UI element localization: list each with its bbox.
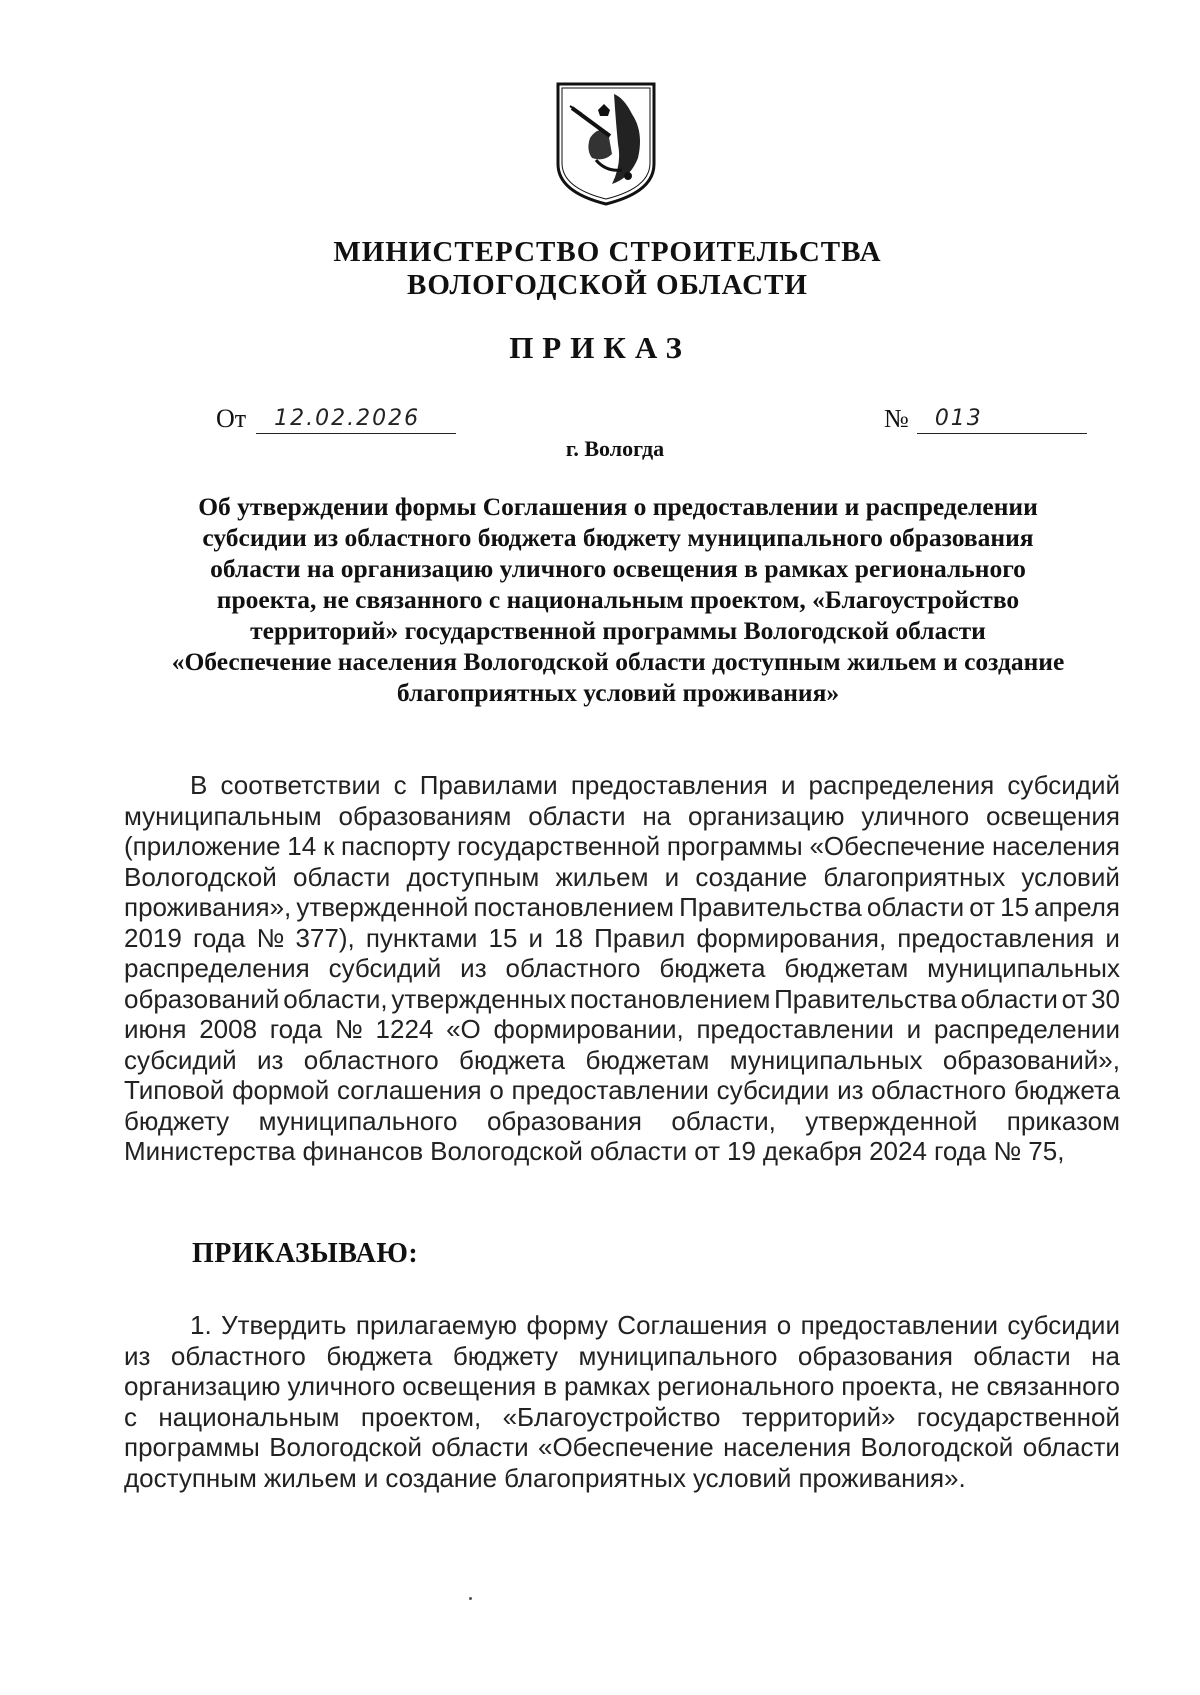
word: года bbox=[933, 1136, 987, 1166]
word: № bbox=[993, 1136, 1022, 1166]
word: года bbox=[192, 922, 246, 953]
word: территорий» bbox=[741, 1401, 896, 1432]
handwritten-number: 013 bbox=[934, 406, 983, 431]
word: «О bbox=[446, 1014, 481, 1044]
item-1-paragraph bbox=[124, 1310, 1120, 1493]
word: В bbox=[190, 770, 208, 800]
word: бюджету bbox=[452, 1340, 559, 1371]
document-title bbox=[118, 491, 1118, 708]
text-line bbox=[124, 1045, 1120, 1076]
word: предоставления bbox=[570, 770, 768, 800]
word: области bbox=[866, 892, 965, 922]
word: «Благоустройство bbox=[502, 1401, 721, 1432]
word: не bbox=[950, 1371, 980, 1401]
word: области, bbox=[283, 983, 388, 1014]
word: жильем bbox=[555, 861, 649, 892]
word: Правил bbox=[594, 922, 686, 953]
word: населения bbox=[991, 831, 1120, 861]
word: Правилами bbox=[419, 770, 558, 800]
word: и bbox=[363, 1462, 379, 1493]
word: бюджета bbox=[459, 1044, 566, 1075]
word: от bbox=[694, 1136, 720, 1166]
word: области bbox=[973, 1340, 1071, 1371]
word: создание bbox=[385, 1462, 498, 1493]
word: проектом, bbox=[360, 1401, 482, 1432]
word: Типовой bbox=[124, 1075, 225, 1105]
word: июня bbox=[124, 1014, 187, 1044]
word: постановлением bbox=[569, 983, 771, 1014]
word: 2024 bbox=[869, 1136, 927, 1166]
word: № bbox=[256, 922, 285, 953]
document-type: ПРИКАЗ bbox=[509, 330, 691, 365]
word: образования bbox=[486, 1105, 642, 1136]
word: предоставления bbox=[897, 922, 1095, 953]
text-line bbox=[124, 1075, 1120, 1106]
word: на bbox=[642, 800, 672, 831]
word: области bbox=[1022, 1432, 1120, 1462]
text-line bbox=[124, 1106, 1120, 1137]
word: распределения bbox=[124, 953, 310, 983]
word: 2019 bbox=[124, 922, 182, 953]
word: «Обеспечение bbox=[809, 831, 986, 861]
word: уличного bbox=[861, 800, 970, 831]
text-line bbox=[124, 892, 1120, 923]
word: из bbox=[124, 1340, 151, 1371]
number-label: № bbox=[884, 404, 909, 433]
word: государственной bbox=[916, 1401, 1120, 1432]
word: области bbox=[528, 800, 626, 831]
word: организацию bbox=[124, 1371, 281, 1401]
word: условий bbox=[692, 1462, 792, 1493]
word: программы bbox=[666, 831, 803, 861]
number-underline bbox=[917, 407, 1087, 434]
word: постановлением bbox=[473, 892, 674, 922]
word: распределения bbox=[808, 770, 995, 800]
word: области bbox=[589, 1136, 688, 1166]
word: муниципального bbox=[258, 1105, 458, 1136]
word: освещения bbox=[402, 1371, 537, 1401]
word: в bbox=[543, 1371, 558, 1401]
word: Правительства bbox=[679, 892, 862, 922]
scan-speck bbox=[469, 1597, 472, 1600]
word: муниципальных bbox=[729, 1044, 923, 1075]
word: области, bbox=[671, 1105, 776, 1136]
word: с bbox=[393, 770, 407, 800]
word: доступным bbox=[406, 861, 540, 892]
text-line bbox=[124, 862, 1120, 893]
word: субсидий bbox=[328, 953, 442, 983]
word: прилагаемую bbox=[355, 1310, 518, 1340]
word: декабря bbox=[762, 1136, 863, 1166]
word: субсидий bbox=[124, 1044, 237, 1075]
word: образования bbox=[797, 1340, 953, 1371]
word: года bbox=[269, 1014, 323, 1044]
word: образований bbox=[124, 983, 280, 1014]
word: 1. bbox=[190, 1310, 212, 1340]
word: на bbox=[1091, 1340, 1120, 1371]
word: рамках bbox=[564, 1371, 651, 1401]
title-line: субсидии из областного бюджета бюджету муниципального образования bbox=[202, 523, 1034, 552]
title-line: благоприятных условий проживания» bbox=[396, 678, 840, 707]
word: программы bbox=[124, 1432, 260, 1462]
word: области bbox=[960, 983, 1058, 1014]
word: образований», bbox=[942, 1044, 1120, 1075]
text-line bbox=[124, 1432, 1120, 1463]
word: 15 bbox=[1000, 892, 1030, 922]
word: благоприятных bbox=[504, 1462, 686, 1493]
word: субсидий bbox=[1007, 770, 1120, 800]
ministry-name bbox=[220, 236, 995, 302]
word: проживания». bbox=[798, 1462, 966, 1493]
title-line: территорий» государственной программы Вологодской области bbox=[250, 616, 986, 645]
word: проекта, bbox=[841, 1371, 944, 1401]
text-line bbox=[124, 831, 1120, 862]
text-line bbox=[124, 1463, 1120, 1494]
word: соглашения bbox=[336, 1075, 482, 1105]
word: утвержденных bbox=[391, 983, 567, 1014]
word: 2008 bbox=[199, 1014, 258, 1044]
text-line bbox=[124, 770, 1120, 801]
handwritten-date: 12.02.2026 bbox=[274, 406, 421, 431]
order-heading: ПРИКАЗЫВАЮ: bbox=[192, 1238, 419, 1269]
word: жильем bbox=[263, 1462, 357, 1493]
word: о bbox=[776, 1310, 792, 1340]
word: утвержденной bbox=[805, 1105, 978, 1136]
word: Утвердить bbox=[221, 1310, 347, 1340]
date-field bbox=[216, 404, 456, 434]
word: бюджету bbox=[124, 1105, 230, 1136]
word: форму bbox=[526, 1310, 608, 1340]
ministry-line-2: ВОЛОГОДСКОЙ ОБЛАСТИ bbox=[407, 269, 808, 301]
word: бюджета bbox=[1013, 1075, 1120, 1105]
word: 75, bbox=[1028, 1136, 1065, 1166]
word: государственной bbox=[456, 831, 661, 861]
text-line bbox=[124, 1014, 1120, 1045]
word: 18 bbox=[554, 922, 584, 953]
word: благоприятных bbox=[823, 861, 1006, 892]
word: из bbox=[460, 953, 487, 983]
ministry-line-1: МИНИСТЕРСТВО СТРОИТЕЛЬСТВА bbox=[333, 236, 882, 268]
word: организацию bbox=[687, 800, 845, 831]
word: формировании, bbox=[493, 1014, 684, 1044]
word: и bbox=[780, 770, 796, 800]
word: освещения bbox=[986, 800, 1120, 831]
word: утвержденной bbox=[296, 892, 469, 922]
word: приказом bbox=[1006, 1105, 1120, 1136]
word: от bbox=[1061, 983, 1088, 1014]
word: области bbox=[292, 861, 391, 892]
word: распределении bbox=[933, 1014, 1120, 1044]
word: формирования, bbox=[696, 922, 887, 953]
word: предоставлении bbox=[511, 1075, 709, 1105]
word: бюджетам bbox=[784, 953, 909, 983]
word: с bbox=[124, 1401, 137, 1432]
word: областного bbox=[505, 953, 641, 983]
word: 30 bbox=[1091, 983, 1120, 1014]
word: Министерства bbox=[124, 1136, 296, 1166]
word: областного bbox=[871, 1075, 1007, 1105]
word: областного bbox=[303, 1044, 439, 1075]
word: Вологодской bbox=[124, 861, 277, 892]
word: «Обеспечение bbox=[538, 1432, 714, 1462]
text-line bbox=[124, 953, 1120, 984]
number-field bbox=[884, 404, 1087, 434]
word: из bbox=[837, 1075, 864, 1105]
word: финансов bbox=[302, 1136, 424, 1166]
word: бюджета bbox=[659, 953, 766, 983]
word: 15 bbox=[488, 922, 518, 953]
title-line: проекта, не связанного с национальным проектом, «Благоустройство bbox=[216, 585, 1020, 614]
word: бюджета bbox=[326, 1340, 433, 1371]
word: создание bbox=[695, 861, 808, 892]
word: из bbox=[256, 1044, 284, 1075]
word: паспорту bbox=[341, 831, 451, 861]
city: г. Вологда bbox=[565, 436, 665, 461]
word: уличного bbox=[287, 1371, 396, 1401]
word: национальным bbox=[158, 1401, 340, 1432]
text-line bbox=[124, 1371, 1120, 1402]
word: условий bbox=[1021, 861, 1120, 892]
vologda-coat-of-arms-icon bbox=[552, 80, 660, 208]
word: муниципальным bbox=[124, 800, 322, 831]
word: проживания», bbox=[124, 892, 292, 922]
word: и bbox=[528, 922, 544, 953]
title-line: области на организацию уличного освещения в рамках регионального bbox=[210, 554, 1026, 583]
word: 1224 bbox=[375, 1014, 434, 1044]
word: бюджетам bbox=[585, 1044, 710, 1075]
word: и bbox=[1105, 922, 1120, 953]
title-line: «Обеспечение населения Вологодской области доступным жильем и создание bbox=[171, 647, 1065, 676]
word: о bbox=[489, 1075, 504, 1105]
word: предоставлении bbox=[800, 1310, 998, 1340]
word: предоставлении bbox=[696, 1014, 894, 1044]
word: 377), bbox=[295, 922, 355, 953]
date-underline bbox=[256, 407, 456, 434]
word: к bbox=[322, 831, 335, 861]
word: области bbox=[431, 1432, 529, 1462]
preamble-paragraph bbox=[124, 770, 1120, 1167]
word: Правительства bbox=[774, 983, 957, 1014]
text-line bbox=[124, 984, 1120, 1015]
word: соответствии bbox=[220, 770, 381, 800]
word: пунктами bbox=[365, 922, 478, 953]
word: формой bbox=[232, 1075, 330, 1105]
word: образованиям bbox=[338, 800, 512, 831]
word: областного bbox=[170, 1340, 306, 1371]
word: и bbox=[906, 1014, 922, 1044]
word: № bbox=[334, 1014, 363, 1044]
text-line bbox=[124, 923, 1120, 954]
word: Вологодской bbox=[430, 1136, 583, 1166]
word: субсидии bbox=[1007, 1310, 1120, 1340]
word: регионального bbox=[657, 1371, 835, 1401]
word: населения bbox=[723, 1432, 852, 1462]
word: и bbox=[664, 861, 680, 892]
word: 14 bbox=[287, 831, 317, 861]
text-line bbox=[124, 1341, 1120, 1372]
word: муниципальных bbox=[927, 953, 1120, 983]
text-line bbox=[124, 1402, 1120, 1433]
word: муниципального bbox=[578, 1340, 778, 1371]
word: Вологодской bbox=[269, 1432, 422, 1462]
text-line bbox=[124, 801, 1120, 832]
word: (приложение bbox=[124, 831, 281, 861]
word: субсидии bbox=[716, 1075, 830, 1105]
word: от bbox=[969, 892, 996, 922]
title-line: Об утверждении формы Соглашения о предоставлении и распределении bbox=[198, 492, 1038, 521]
word: 19 bbox=[726, 1136, 756, 1166]
word: Вологодской bbox=[860, 1432, 1014, 1462]
word: доступным bbox=[124, 1462, 257, 1493]
date-label: От bbox=[216, 404, 247, 433]
word: Соглашения bbox=[617, 1310, 768, 1340]
word: связанного bbox=[986, 1371, 1120, 1401]
text-line bbox=[124, 1136, 1120, 1167]
text-line bbox=[124, 1310, 1120, 1341]
word: апреля bbox=[1034, 892, 1120, 922]
